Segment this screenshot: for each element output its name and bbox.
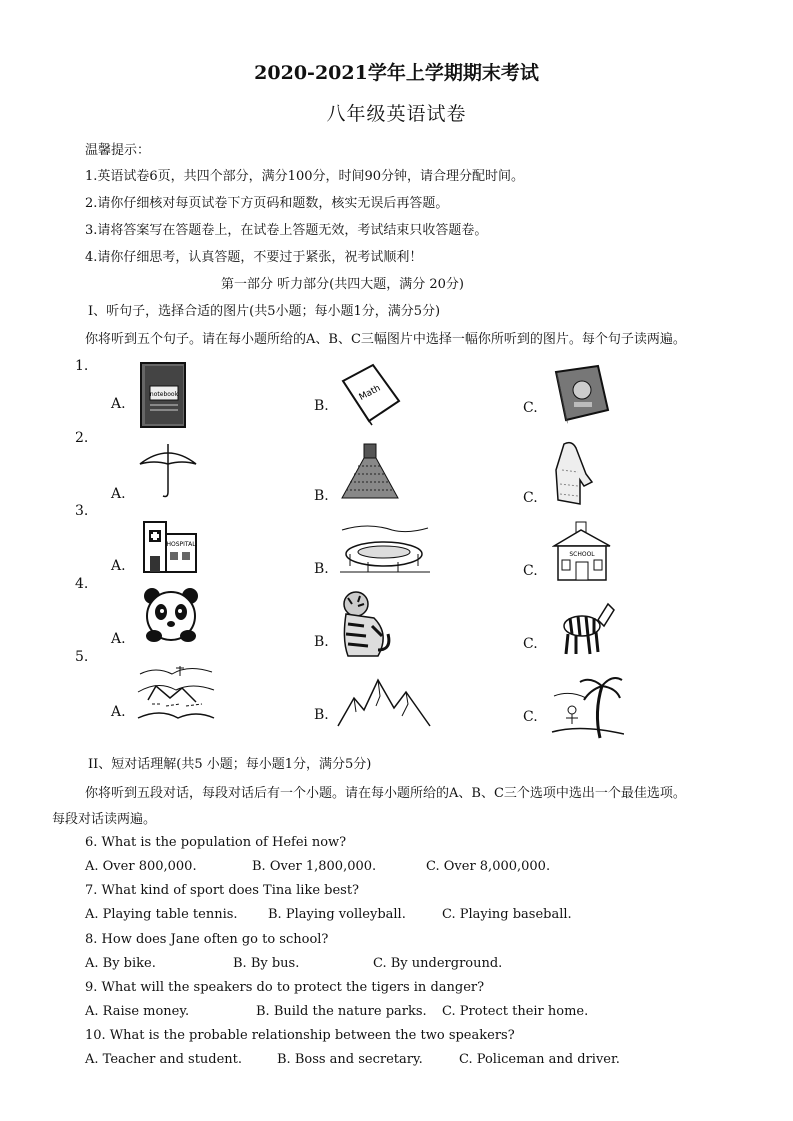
tip-item: 2.请你仔细核对每页试卷下方页码和题数，核实无误后再答题。 — [85, 196, 449, 211]
section2-instruction-continued: 每段对话读两遍。 — [52, 812, 157, 827]
option-label: A. — [111, 486, 126, 502]
math-text: Math — [357, 383, 383, 403]
option-a: A. By bike. — [85, 956, 156, 971]
option-a: A. Over 800,000. — [85, 859, 197, 874]
option-label: C. — [523, 400, 538, 416]
hospital-icon — [140, 512, 200, 576]
option-c: C. By underground. — [373, 956, 503, 971]
question-text: 8. How does Jane often go to school? — [85, 932, 329, 947]
hospital-text: HOSPITAL — [166, 541, 196, 548]
question-number: 5. — [75, 649, 89, 665]
question-text: 7. What kind of sport does Tina like best? — [85, 883, 360, 898]
option-label: A. — [111, 631, 126, 647]
school-icon — [552, 520, 612, 582]
umbrella-icon — [138, 440, 198, 500]
question-number: 3. — [75, 503, 89, 519]
option-label: B. — [314, 707, 329, 723]
option-label: A. — [111, 704, 126, 720]
part1-heading: 第一部分 听力部分(共四大题，满分 20分) — [221, 277, 464, 292]
tip-item: 3.请将答案写在答题卷上，在试卷上答题无效，考试结束只收答题卷。 — [85, 223, 488, 238]
section2-instruction: 你将听到五段对话，每段对话后有一个小题。请在每小题所给的A、B、C三个选项中选出一个最佳选项。 — [85, 786, 686, 801]
tiger-icon — [338, 590, 394, 660]
option-c: C. Playing baseball. — [442, 907, 572, 922]
option-b: B. Build the nature parks. — [256, 1004, 427, 1019]
school-text: SCHOOL — [569, 551, 595, 558]
option-b: B. By bus. — [233, 956, 300, 971]
storybook-icon — [552, 364, 612, 426]
option-a: A. Teacher and student. — [85, 1052, 243, 1067]
tip-item: 4.请你仔细思考，认真答题，不要过于紧张，祝考试顺利！ — [85, 250, 423, 265]
option-c: C. Over 8,000,000. — [426, 859, 551, 874]
option-label: B. — [314, 561, 329, 577]
section2-heading: II、短对话理解(共5 小题；每小题1分，满分5分) — [88, 757, 372, 772]
section1-instruction: 你将听到五个句子。请在每小题所给的A、B、C三幅图片中选择一幅你所听到的图片。每个句子读两遍。 — [85, 332, 686, 347]
option-label: A. — [111, 558, 126, 574]
question-text: 6. What is the population of Hefei now? — [85, 835, 347, 850]
dress-icon — [340, 442, 400, 502]
option-label: C. — [523, 636, 538, 652]
exam-title: 2020-2021学年上学期期末考试 — [254, 62, 539, 84]
tips-heading: 温馨提示： — [85, 143, 151, 158]
option-c: C. Policeman and driver. — [459, 1052, 620, 1067]
question-number: 4. — [75, 576, 89, 592]
option-label: C. — [523, 490, 538, 506]
desert-icon — [136, 658, 216, 728]
option-label: C. — [523, 709, 538, 725]
exam-subtitle: 八年级英语试卷 — [326, 103, 467, 125]
option-c: C. Protect their home. — [442, 1004, 589, 1019]
beach-icon — [550, 672, 624, 742]
option-label: C. — [523, 563, 538, 579]
option-label: A. — [111, 396, 126, 412]
question-number: 1. — [75, 358, 89, 374]
option-label: B. — [314, 634, 329, 650]
option-label: B. — [314, 398, 329, 414]
option-a: A. Playing table tennis. — [85, 907, 238, 922]
mountains-icon — [336, 672, 432, 730]
section1-heading: Ⅰ、听句子，选择合适的图片(共5小题；每小题1分，满分5分) — [88, 304, 441, 319]
notebook-icon — [138, 360, 190, 430]
question-text: 9. What will the speakers do to protect the tigers in danger? — [85, 980, 485, 995]
panda-icon — [142, 586, 200, 644]
option-a: A. Raise money. — [85, 1004, 190, 1019]
math-book-icon — [339, 361, 403, 427]
option-b: B. Boss and secretary. — [277, 1052, 423, 1067]
stadium-icon — [338, 520, 432, 578]
tip-item: 1.英语试卷6页，共四个部分，满分100分，时间90分钟，请合理分配时间。 — [85, 169, 525, 184]
option-b: B. Playing volleyball. — [268, 907, 406, 922]
option-label: B. — [314, 488, 329, 504]
zebra-icon — [558, 600, 616, 658]
notebook-text: notebook — [149, 391, 179, 398]
option-b: B. Over 1,800,000. — [252, 859, 377, 874]
question-number: 2. — [75, 430, 89, 446]
raincoat-icon — [550, 440, 594, 508]
question-text: 10. What is the probable relationship between the two speakers? — [85, 1028, 515, 1043]
